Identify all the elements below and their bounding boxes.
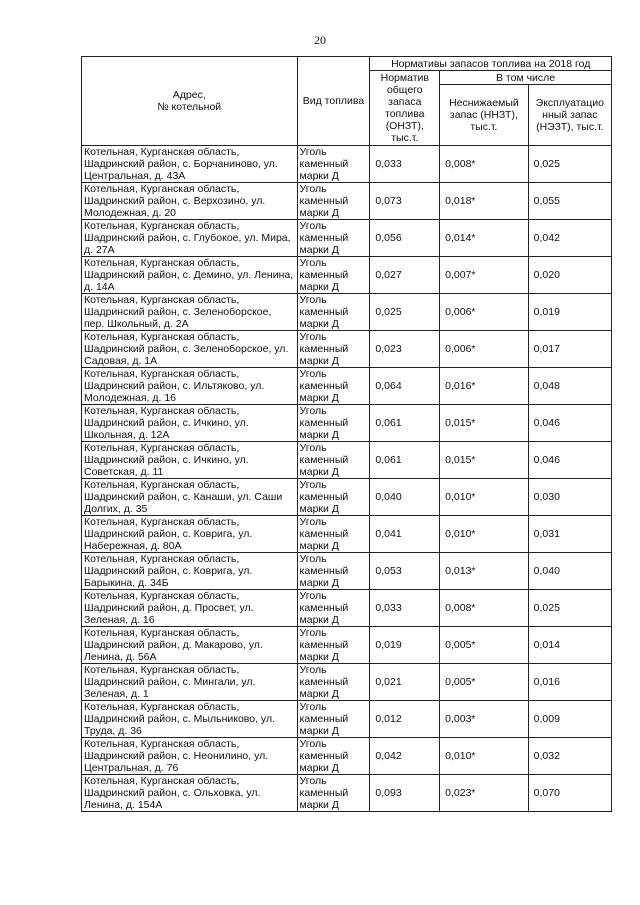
cell-address: Котельная, Курганская область, Шадринский район, д. Просвет, ул. Зеленая, д. 16 [82,590,298,627]
cell-nnzt: 0,010* [440,516,529,553]
cell-nnzt: 0,015* [440,405,529,442]
cell-address: Котельная, Курганская область, Шадринский район, с. Ильтяково, ул. Молодежная, д. 16 [82,368,298,405]
table-row [82,442,612,479]
cell-nezt: 0,046 [528,442,611,479]
cell-nezt: 0,025 [528,146,611,183]
cell-total: 0,033 [370,146,440,183]
cell-total: 0,093 [370,775,440,812]
cell-nezt: 0,017 [528,331,611,368]
cell-total: 0,019 [370,627,440,664]
cell-nnzt: 0,014* [440,220,529,257]
cell-fuel-type: Уголь каменный марки Д [297,701,370,738]
table-row [82,775,612,812]
cell-nezt: 0,055 [528,183,611,220]
table-row [82,738,612,775]
table-body [82,146,612,812]
cell-total: 0,012 [370,701,440,738]
cell-nnzt: 0,006* [440,294,529,331]
cell-fuel-type: Уголь каменный марки Д [297,590,370,627]
table-row [82,331,612,368]
table-row [82,590,612,627]
cell-nezt: 0,070 [528,775,611,812]
cell-nezt: 0,020 [528,257,611,294]
cell-fuel-type: Уголь каменный марки Д [297,257,370,294]
table-row [82,516,612,553]
cell-address: Котельная, Курганская область, Шадринский район, с. Борчаниново, ул. Центральная, д. 43А [82,146,298,183]
cell-nnzt: 0,005* [440,627,529,664]
cell-total: 0,061 [370,405,440,442]
table-row [82,183,612,220]
cell-fuel-type: Уголь каменный марки Д [297,146,370,183]
cell-address: Котельная, Курганская область, Шадринский район, д. Макарово, ул. Ленина, д. 56А [82,627,298,664]
table-row [82,405,612,442]
cell-nnzt: 0,008* [440,590,529,627]
table-row [82,257,612,294]
cell-nnzt: 0,008* [440,146,529,183]
cell-nezt: 0,046 [528,405,611,442]
cell-address: Котельная, Курганская область, Шадринский район, с. Ичкино, ул. Советская, д. 11 [82,442,298,479]
cell-total: 0,021 [370,664,440,701]
cell-address: Котельная, Курганская область, Шадринский район, с. Мыльниково, ул. Труда, д. 36 [82,701,298,738]
cell-fuel-type: Уголь каменный марки Д [297,664,370,701]
cell-fuel-type: Уголь каменный марки Д [297,775,370,812]
page-number: 20 [314,33,326,47]
table-header [82,57,612,146]
cell-total: 0,041 [370,516,440,553]
cell-address: Котельная, Курганская область, Шадринский район, с. Коврига, ул. Барыкина, д. 34Б [82,553,298,590]
cell-nnzt: 0,007* [440,257,529,294]
header-nezt: Эксплуатацио нный запас (НЭЗТ), тыс.т. [528,85,611,146]
cell-nnzt: 0,010* [440,479,529,516]
header-norms-title: Нормативы запасов топлива на 2018 год [370,57,612,71]
cell-fuel-type: Уголь каменный марки Д [297,220,370,257]
table-row [82,627,612,664]
cell-total: 0,027 [370,257,440,294]
cell-fuel-type: Уголь каменный марки Д [297,442,370,479]
cell-fuel-type: Уголь каменный марки Д [297,627,370,664]
table-row [82,368,612,405]
table-row [82,664,612,701]
cell-nnzt: 0,010* [440,738,529,775]
cell-fuel-type: Уголь каменный марки Д [297,331,370,368]
cell-address: Котельная, Курганская область, Шадринский район, с. Неонилино, ул. Центральная, д. 76 [82,738,298,775]
cell-fuel-type: Уголь каменный марки Д [297,516,370,553]
cell-nezt: 0,016 [528,664,611,701]
cell-address: Котельная, Курганская область, Шадринский район, с. Мингали, ул. Зеленая, д. 1 [82,664,298,701]
cell-total: 0,042 [370,738,440,775]
fuel-norms-table [81,56,612,812]
cell-address: Котельная, Курганская область, Шадринский район, с. Зеленоборское, ул. Садовая, д. 1А [82,331,298,368]
cell-nezt: 0,009 [528,701,611,738]
table-row [82,701,612,738]
cell-total: 0,053 [370,553,440,590]
cell-nnzt: 0,013* [440,553,529,590]
header-address: Адрес, № котельной [82,57,298,146]
cell-total: 0,061 [370,442,440,479]
cell-nnzt: 0,018* [440,183,529,220]
cell-nnzt: 0,023* [440,775,529,812]
cell-nezt: 0,040 [528,553,611,590]
cell-nnzt: 0,015* [440,442,529,479]
cell-fuel-type: Уголь каменный марки Д [297,479,370,516]
table-row [82,220,612,257]
cell-fuel-type: Уголь каменный марки Д [297,553,370,590]
cell-total: 0,056 [370,220,440,257]
header-nnzt: Неснижаемый запас (ННЗТ), тыс.т. [440,85,529,146]
header-total: Норматив общего запаса топлива (ОНЗТ), тыс.т. [370,71,440,146]
cell-total: 0,064 [370,368,440,405]
cell-total: 0,023 [370,331,440,368]
cell-address: Котельная, Курганская область, Шадринский район, с. Коврига, ул. Набережная, д. 80А [82,516,298,553]
cell-address: Котельная, Курганская область, Шадринский район, с. Глубокое, ул. Мира, д. 27А [82,220,298,257]
table-row [82,553,612,590]
table-row [82,479,612,516]
cell-address: Котельная, Курганская область, Шадринский район, с. Зеленоборское, пер. Школьный, д. 2А [82,294,298,331]
cell-nezt: 0,032 [528,738,611,775]
cell-total: 0,025 [370,294,440,331]
cell-nnzt: 0,016* [440,368,529,405]
cell-address: Котельная, Курганская область, Шадринский район, с. Ичкино, ул. Школьная, д. 12А [82,405,298,442]
cell-fuel-type: Уголь каменный марки Д [297,405,370,442]
cell-address: Котельная, Курганская область, Шадринский район, с. Демино, ул. Ленина, д. 14А [82,257,298,294]
cell-nnzt: 0,006* [440,331,529,368]
header-including: В том числе [440,71,612,85]
cell-nezt: 0,025 [528,590,611,627]
cell-address: Котельная, Курганская область, Шадринский район, с. Верхозино, ул. Молодежная, д. 20 [82,183,298,220]
cell-total: 0,033 [370,590,440,627]
cell-nezt: 0,019 [528,294,611,331]
cell-fuel-type: Уголь каменный марки Д [297,183,370,220]
cell-nezt: 0,014 [528,627,611,664]
cell-nezt: 0,042 [528,220,611,257]
cell-fuel-type: Уголь каменный марки Д [297,368,370,405]
cell-fuel-type: Уголь каменный марки Д [297,294,370,331]
cell-total: 0,040 [370,479,440,516]
cell-total: 0,073 [370,183,440,220]
cell-nezt: 0,030 [528,479,611,516]
cell-address: Котельная, Курганская область, Шадринский район, с. Ольховка, ул. Ленина, д. 154А [82,775,298,812]
cell-nezt: 0,031 [528,516,611,553]
cell-fuel-type: Уголь каменный марки Д [297,738,370,775]
cell-address: Котельная, Курганская область, Шадринский район, с. Канаши, ул. Саши Долгих, д. 35 [82,479,298,516]
cell-nnzt: 0,003* [440,701,529,738]
cell-nezt: 0,048 [528,368,611,405]
header-fuel-type: Вид топлива [297,57,370,146]
table-row [82,146,612,183]
table-row [82,294,612,331]
cell-nnzt: 0,005* [440,664,529,701]
